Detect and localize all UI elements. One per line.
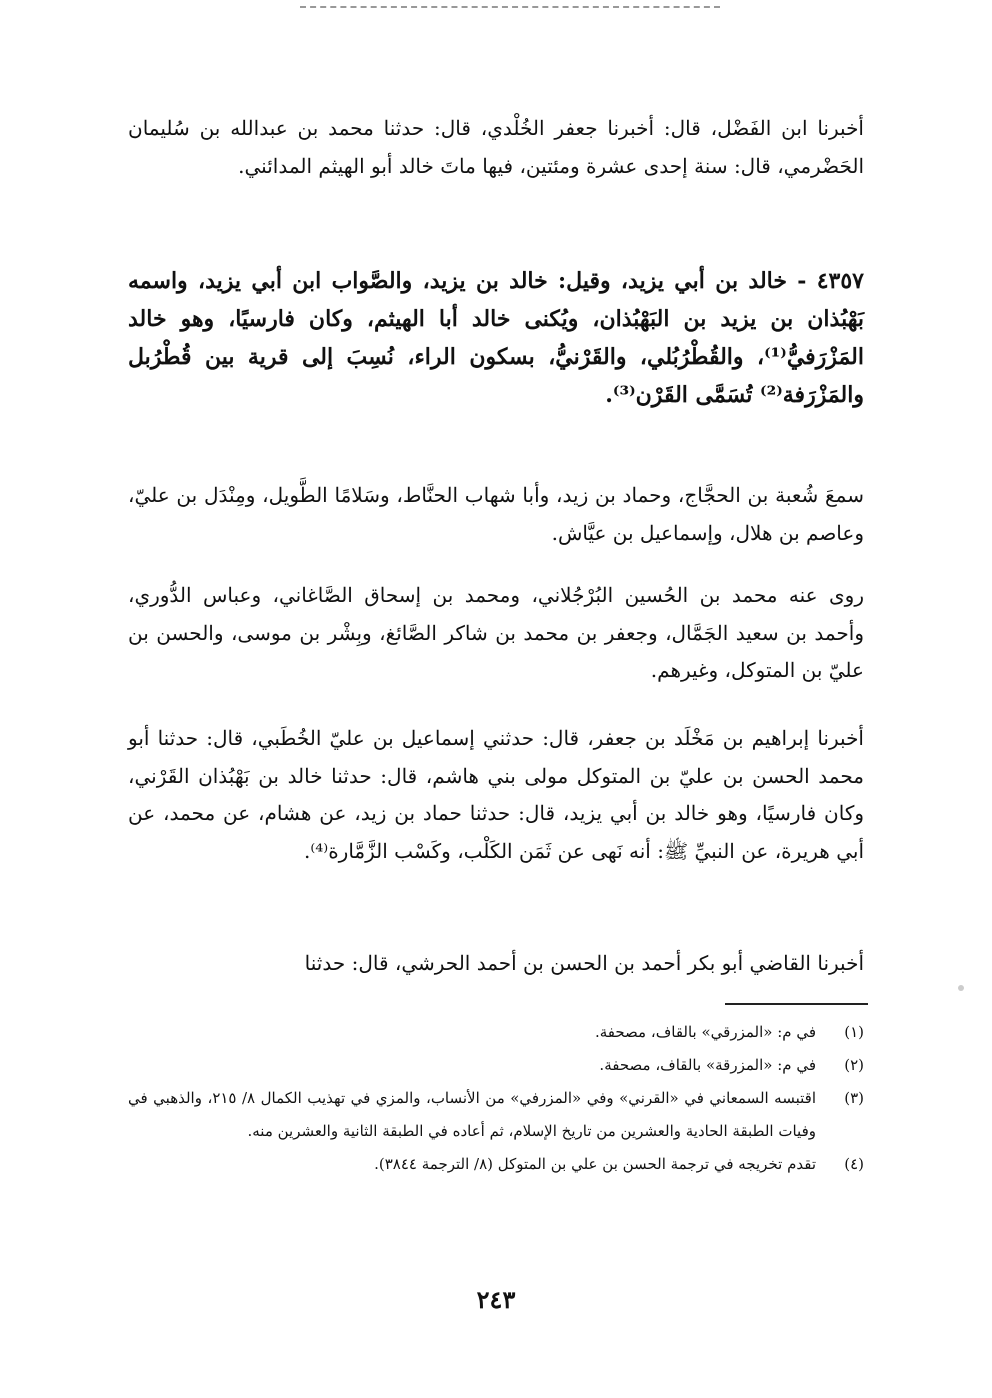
- footnote-text: اقتبسه السمعاني في «القرني» وفي «المزرفي» من الأنساب، والمزي في تهذيب الكمال ٨/ ٢١٥، والذهبي في وفيات الطبقة الحادية والعشرين من تاريخ الإسلام، ثم أعاده في الطبقة الثانية والعشرين منه.: [128, 1089, 816, 1140]
- footnote-number: (٤): [844, 1155, 864, 1173]
- footnote-2: [128, 1049, 864, 1082]
- entry-heading-paragraph: ٤٣٥٧ - خالد بن أبي يزيد، وقيل: خالد بن يزيد، والصَّواب ابن أبي يزيد، واسمه بَهْبُذان بن يزيد بن البَهْبُذان، ويُكنى خالد أبا الهيثم، وكان فارسيًا، وهو خالد المَزْرَفيُّ⁽¹⁾، والقُطْرُبُلي، والقَرْنيُّ، بسكون الراء، نُسِبَ إلى قرية بين قُطْرُبل والمَزْرَفة⁽²⁾ تُسَمَّى القَرْن⁽³⁾.: [128, 268, 864, 408]
- paragraph-teachers: سمعَ شُعبة بن الحجَّاج، وحماد بن زيد، وأبا شهاب الحنَّاط، وسَلامًا الطَّويل، ومِنْدَل بن عليّ، وعاصم بن هلال، وإسماعيل بن عيَّاش.: [128, 483, 864, 545]
- paragraph-hadith: أخبرنا إبراهيم بن مَخْلَد بن جعفر، قال: حدثني إسماعيل بن عليّ الخُطَبي، قال: حدثنا أبو محمد الحسن بن عليّ بن المتوكل مولى بني هاشم، قال: حدثنا خالد بن بَهْبُذان القَرْني، وكان فارسيًا، وهو خالد بن أبي يزيد، قال: حدثنا حماد بن زيد، عن هشام، عن محمد، عن أبي هريرة، عن النبيِّ ﷺ: أنه نَهى عن ثَمَن الكَلْب، وكَسْب الزَّمَّارة⁽⁴⁾.: [128, 726, 864, 863]
- hadith-section: [128, 720, 864, 870]
- paragraph-students: روى عنه محمد بن الحُسين البُرْجُلاني، ومحمد بن إسحاق الصَّاغاني، وعباس الدُّوري، وأحمد بن سعيد الجَمَّال، وجعفر بن محمد بن شاكر الصَّائغ، وبِشْر بن موسى، والحسن بن عليّ بن المتوكل، وغيرهم.: [128, 583, 864, 682]
- footnote-3: [128, 1082, 864, 1148]
- footnote-separator: [725, 1003, 868, 1005]
- footnote-1: [128, 1016, 864, 1049]
- last-section: [128, 945, 864, 983]
- footnote-text: في م: «المزرقة» بالقاف، مصحفة.: [599, 1056, 816, 1074]
- footnote-number: (٣): [844, 1089, 864, 1107]
- footnotes: [128, 1016, 864, 1181]
- students-section: [128, 577, 864, 690]
- paragraph-1: أخبرنا ابن الفَضْل، قال: أخبرنا جعفر الخُلْدي، قال: حدثنا محمد بن عبدالله بن سُليمان الحَضْرمي، قال: سنة إحدى عشرة ومئتين، فيها ماتَ خالد أبو الهيثم المدائني.: [128, 116, 864, 178]
- paragraph-last: أخبرنا القاضي أبو بكر أحمد بن الحسن بن أحمد الحرشي، قال: حدثنا: [304, 951, 864, 975]
- teachers-section: [128, 477, 864, 552]
- scan-speck: [958, 985, 964, 991]
- header-rule: [300, 6, 720, 11]
- footnote-text: تقدم تخريجه في ترجمة الحسن بن علي بن المتوكل (٨/ الترجمة ٣٨٤٤).: [374, 1155, 816, 1173]
- main-text: [128, 110, 864, 185]
- page-number: ٢٤٣: [476, 1285, 516, 1314]
- entry-4357: [128, 262, 864, 414]
- footnote-text: في م: «المزرقي» بالقاف، مصحفة.: [594, 1023, 816, 1041]
- footnote-4: [128, 1148, 864, 1181]
- footnote-number: (١): [844, 1023, 864, 1041]
- footnote-number: (٢): [844, 1056, 864, 1074]
